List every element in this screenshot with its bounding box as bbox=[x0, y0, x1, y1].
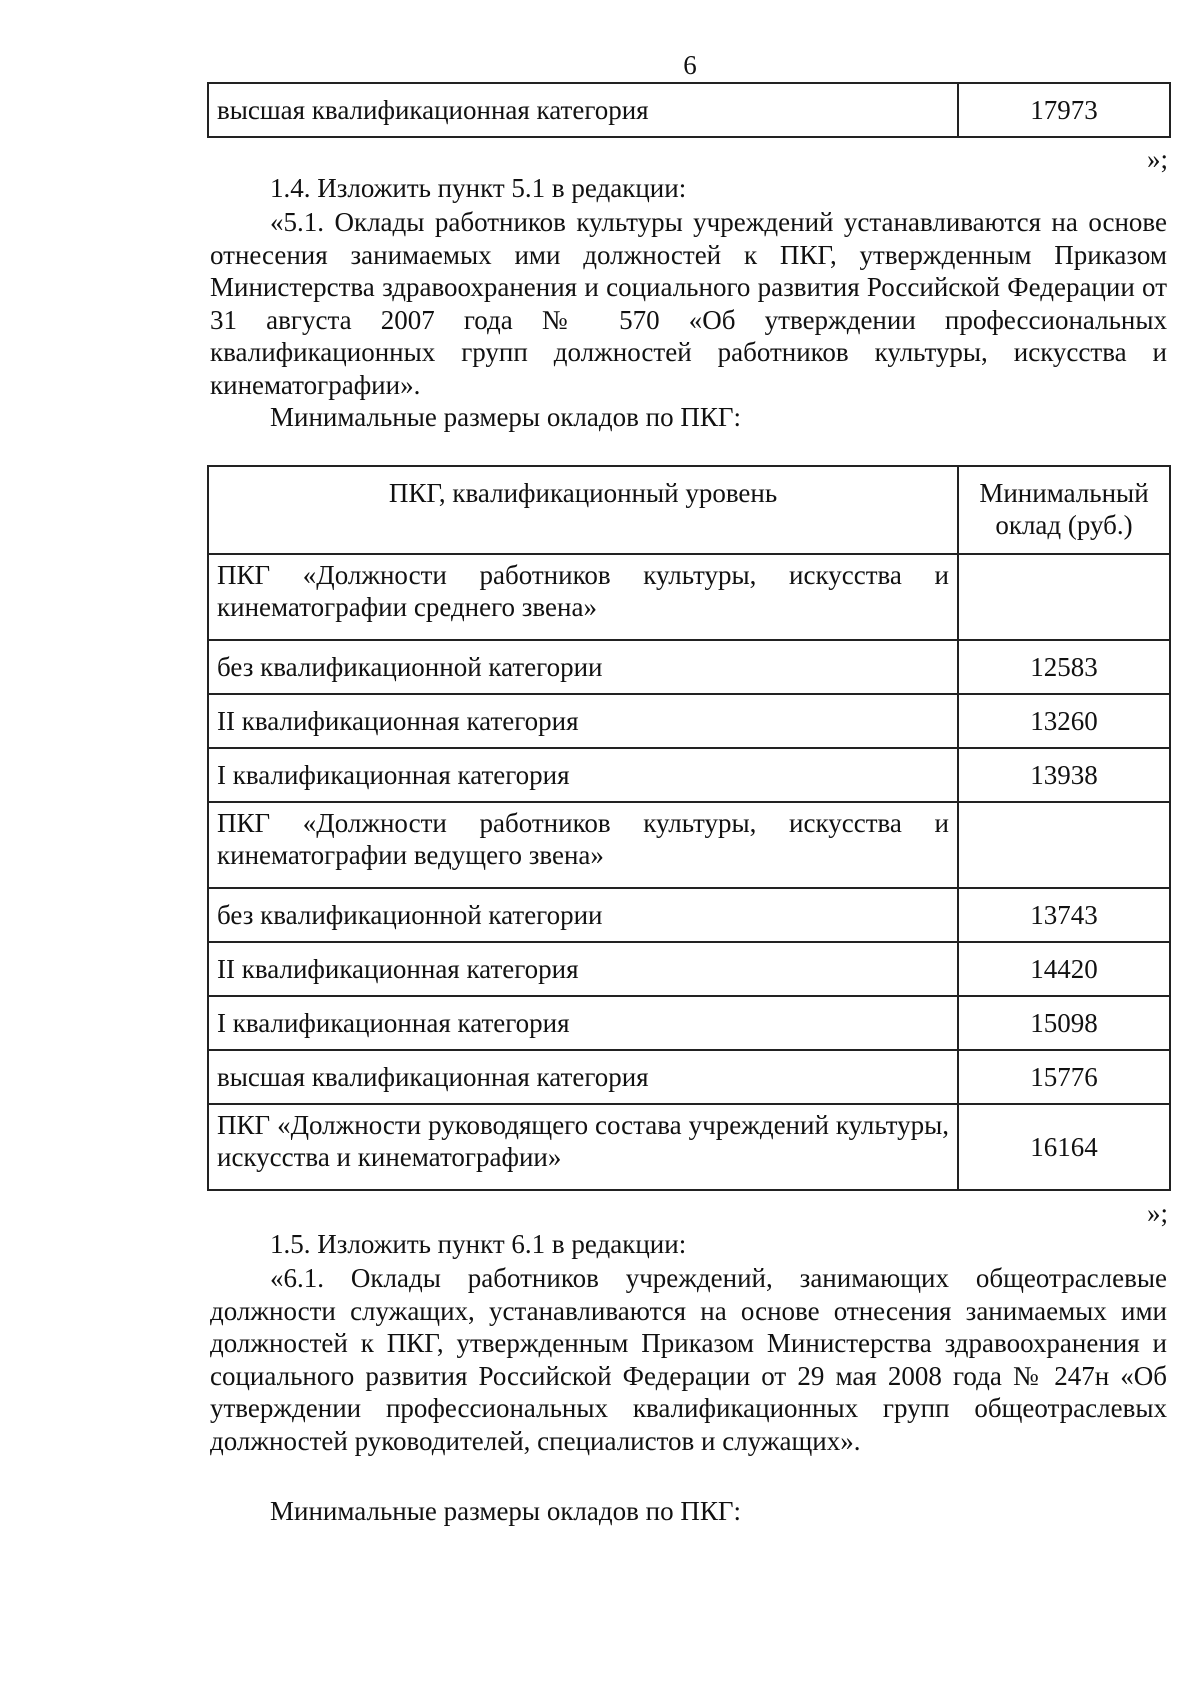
table-row bbox=[208, 1104, 1170, 1190]
table-cell-label: I квалификационная категория bbox=[208, 748, 958, 802]
item-1-5-heading: 1.5. Изложить пункт 6.1 в редакции: bbox=[270, 1229, 687, 1259]
table-row bbox=[208, 888, 1170, 942]
table-row bbox=[208, 748, 1170, 802]
table-row bbox=[208, 1050, 1170, 1104]
column-header-salary: Минимальный оклад (руб.) bbox=[958, 466, 1170, 554]
table-row bbox=[208, 996, 1170, 1050]
page-number: 6 bbox=[683, 50, 697, 80]
item-1-4-heading: 1.4. Изложить пункт 5.1 в редакции: bbox=[270, 173, 687, 203]
table-cell-label: ПКГ «Должности работников культуры, искусства и кинематографии среднего звена» bbox=[208, 554, 958, 640]
table-cell-value: 16164 bbox=[958, 1104, 1170, 1190]
closing-quote: »; bbox=[1146, 144, 1168, 174]
table-row bbox=[208, 554, 1170, 640]
table-cell-label: высшая квалификационная категория bbox=[208, 1050, 958, 1104]
table-cell-label: без квалификационной категории bbox=[208, 640, 958, 694]
table-row bbox=[208, 802, 1170, 888]
item-1-4-body: «5.1. Оклады работников культуры учреждений устанавливаются на основе отнесения занимаемых ими должностей к ПКГ, утвержденным Приказом Министерства здравоохранения и социального развития Российской Федерации от 31 августа 2007 года № 570 «Об утверждении профессиональных квалификационных групп должностей работников культуры, искусства и кинематографии». bbox=[210, 207, 1167, 400]
table-cell-label: II квалификационная категория bbox=[208, 942, 958, 996]
table-cell-value: 17973 bbox=[958, 83, 1170, 137]
table-intro: Минимальные размеры окладов по ПКГ: bbox=[270, 402, 741, 432]
table-cell-label: I квалификационная категория bbox=[208, 996, 958, 1050]
table-cell-label: высшая квалификационная категория bbox=[208, 83, 958, 137]
table-row bbox=[208, 694, 1170, 748]
table-cell-value: 15776 bbox=[958, 1050, 1170, 1104]
table-cell-label: ПКГ «Должности работников культуры, искусства и кинематографии ведущего звена» bbox=[208, 802, 958, 888]
table-header-row bbox=[208, 466, 1170, 554]
salary-table bbox=[207, 465, 1171, 1191]
table-cell-value bbox=[958, 554, 1170, 640]
column-header-level: ПКГ, квалификационный уровень bbox=[208, 466, 958, 554]
table-cell-value: 15098 bbox=[958, 996, 1170, 1050]
item-1-5-body: «6.1. Оклады работников учреждений, занимающих общеотраслевые должности служащих, устанавливаются на основе отнесения занимаемых ими должностей к ПКГ, утвержденным Приказом Министерства здравоохранения и социального развития Российской Федерации от 29 мая 2008 года № 247н «Об утверждении профессиональных квалификационных групп общеотраслевых должностей руководителей, специалистов и служащих». bbox=[210, 1263, 1167, 1456]
table-cell-value bbox=[958, 802, 1170, 888]
closing-quote: »; bbox=[1146, 1198, 1168, 1228]
top-table bbox=[207, 82, 1171, 138]
table-cell-value: 12583 bbox=[958, 640, 1170, 694]
table-cell-label: без квалификационной категории bbox=[208, 888, 958, 942]
table-cell-label: ПКГ «Должности руководящего состава учреждений культуры, искусства и кинематографии» bbox=[208, 1104, 958, 1190]
table-intro: Минимальные размеры окладов по ПКГ: bbox=[270, 1496, 741, 1526]
table-row bbox=[208, 640, 1170, 694]
table-cell-label: II квалификационная категория bbox=[208, 694, 958, 748]
table-row bbox=[208, 83, 1170, 137]
table-row bbox=[208, 942, 1170, 996]
table-cell-value: 13743 bbox=[958, 888, 1170, 942]
table-cell-value: 13260 bbox=[958, 694, 1170, 748]
table-cell-value: 14420 bbox=[958, 942, 1170, 996]
table-cell-value: 13938 bbox=[958, 748, 1170, 802]
